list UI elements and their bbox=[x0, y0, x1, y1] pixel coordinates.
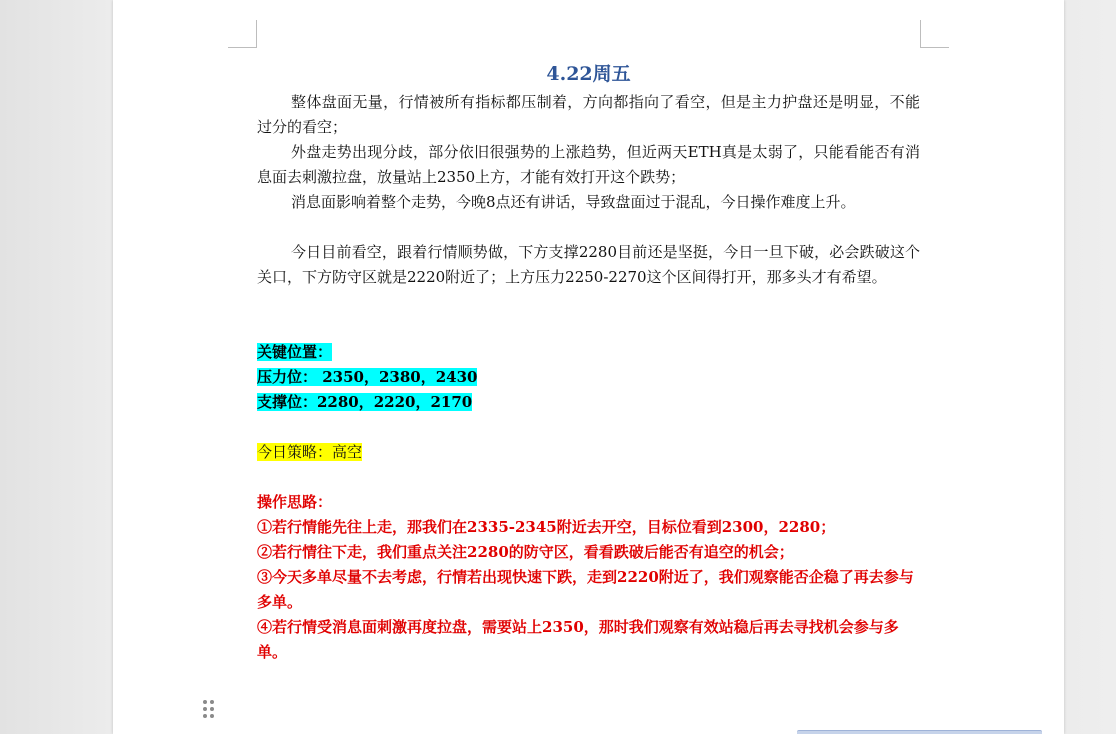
blank-line bbox=[257, 215, 920, 240]
document-title: 4.22周五 bbox=[546, 63, 631, 85]
horizontal-scrollbar-thumb[interactable] bbox=[797, 730, 1042, 734]
operation-item-3: ③今天多单尽量不去考虑，行情若出现快速下跌，走到2220附近了，我们观察能否企稳了再去参与多单。 bbox=[257, 568, 914, 611]
page-corner-mark-right bbox=[920, 20, 949, 48]
support-levels-line bbox=[257, 390, 920, 415]
operation-item-2: ②若行情往下走，我们重点关注2280的防守区，看看跌破后能否有追空的机会； bbox=[257, 543, 794, 561]
support-levels: 支撑位：2280，2220，2170 bbox=[257, 393, 473, 411]
paragraph-market-overview: 整体盘面无量，行情被所有指标都压制着，方向都指向了看空，但是主力护盘还是明显，不能过分的看空； bbox=[257, 93, 920, 136]
blank-line bbox=[257, 315, 920, 340]
key-levels-heading: 关键位置： bbox=[257, 343, 333, 361]
paragraph-external-market: 外盘走势出现分歧，部分依旧很强势的上涨趋势，但近两天ETH真是太弱了，只能看能否有消息面去刺激拉盘，放量站上2350上方，才能有效打开这个跌势； bbox=[257, 143, 920, 186]
resistance-levels-line bbox=[257, 365, 920, 390]
strategy-line bbox=[257, 440, 920, 465]
document-page[interactable] bbox=[113, 0, 1064, 734]
paragraph-news-impact: 消息面影响着整个走势，今晚8点还有讲话，导致盘面过于混乱，今日操作难度上升。 bbox=[291, 193, 856, 211]
operation-item-4: ④若行情受消息面刺激再度拉盘，需要站上2350，那时我们观察有效站稳后再去寻找机会参与多单。 bbox=[257, 618, 899, 661]
blank-line bbox=[257, 415, 920, 440]
operation-item-1: ①若行情能先往上走，那我们在2335-2345附近去开空，目标位看到2300，2280； bbox=[257, 518, 836, 536]
blank-line bbox=[257, 465, 920, 490]
page-corner-mark-left bbox=[228, 20, 257, 48]
resistance-levels: 压力位： 2350，2380，2430 bbox=[257, 368, 478, 386]
today-strategy: 今日策略：高空 bbox=[257, 443, 363, 461]
key-levels-heading-line bbox=[257, 340, 920, 365]
operation-heading: 操作思路： bbox=[257, 493, 333, 511]
document-body[interactable] bbox=[257, 58, 920, 665]
drag-handle-icon[interactable] bbox=[202, 699, 216, 721]
blank-line bbox=[257, 290, 920, 315]
paragraph-today-outlook: 今日目前看空，跟着行情顺势做，下方支撑2280目前还是坚挺，今日一旦下破，必会跌破这个关口，下方防守区就是2220附近了；上方压力2250-2270这个区间得打开，那多头才有希望。 bbox=[257, 243, 920, 286]
